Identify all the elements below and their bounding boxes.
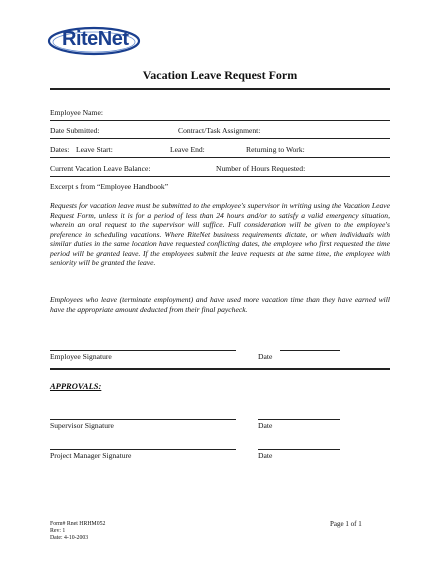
leave-end-label: Leave End: (170, 145, 205, 154)
project-manager-signature-label: Project Manager Signature (50, 451, 132, 460)
supervisor-date-label: Date (258, 421, 273, 430)
employee-date-label: Date (258, 352, 273, 361)
title-divider (50, 88, 390, 90)
supervisor-date-line (258, 419, 340, 420)
current-balance-label: Current Vacation Leave Balance: (50, 164, 151, 173)
hours-requested-label: Number of Hours Requested: (216, 164, 306, 173)
form-number: Form# Rnet HRHM052 (50, 521, 106, 527)
date-submitted-line (50, 138, 390, 139)
returning-to-work-label: Returning to Work: (246, 145, 305, 154)
employee-signature-label: Employee Signature (50, 352, 112, 361)
dates-label: Dates: (50, 145, 70, 154)
page-number: Page 1 of 1 (330, 520, 362, 528)
contract-task-label: Contract/Task Assignment: (178, 126, 261, 135)
logo-text: RiteNet (62, 28, 129, 50)
form-title: Vacation Leave Request Form (142, 68, 298, 82)
handbook-paragraph-1: Requests for vacation leave must be submitted to the employee's supervisor in writing using the Vacation Leave Request Form, unless it is for a period of less than 24 hours and/or to satisfy a valid emergency situation, wherein an oral request to the supervisor will suffice. Full consideration will be given to the employee's preference in scheduling vacations. Where RiteNet business requirements dictate, or when individuals with similar duties in the same location have requested conflicting dates, the employee who first requested the time period will be granted leave. If the employees submit the leave requests at the same time, the employee with seniority will be granted the leave. (50, 201, 390, 267)
signature-divider (50, 368, 390, 370)
employee-name-line (50, 120, 390, 121)
approvals-heading: APPROVALS: (50, 381, 102, 391)
project-manager-signature-line (50, 449, 236, 450)
employee-signature-line (50, 350, 236, 351)
employee-name-label: Employee Name: (50, 108, 103, 117)
balance-line (50, 176, 390, 177)
dates-line (50, 157, 390, 158)
supervisor-signature-line (50, 419, 236, 420)
project-manager-date-line (258, 449, 340, 450)
handbook-paragraph-2: Employees who leave (terminate employment) and have used more vacation time than they have earned will have the appropriate amount deducted from their final paycheck. (50, 295, 390, 314)
revision-date: Date: 4-10-2003 (50, 535, 89, 541)
leave-start-label: Leave Start: (76, 145, 113, 154)
company-logo (46, 24, 142, 62)
revision: Rev: 1 (50, 528, 66, 534)
supervisor-signature-label: Supervisor Signature (50, 421, 114, 430)
project-manager-date-label: Date (258, 451, 273, 460)
date-submitted-label: Date Submitted: (50, 126, 100, 135)
employee-date-line (280, 350, 340, 351)
excerpt-heading: Excerpt s from “Employee Handbook” (50, 182, 169, 191)
